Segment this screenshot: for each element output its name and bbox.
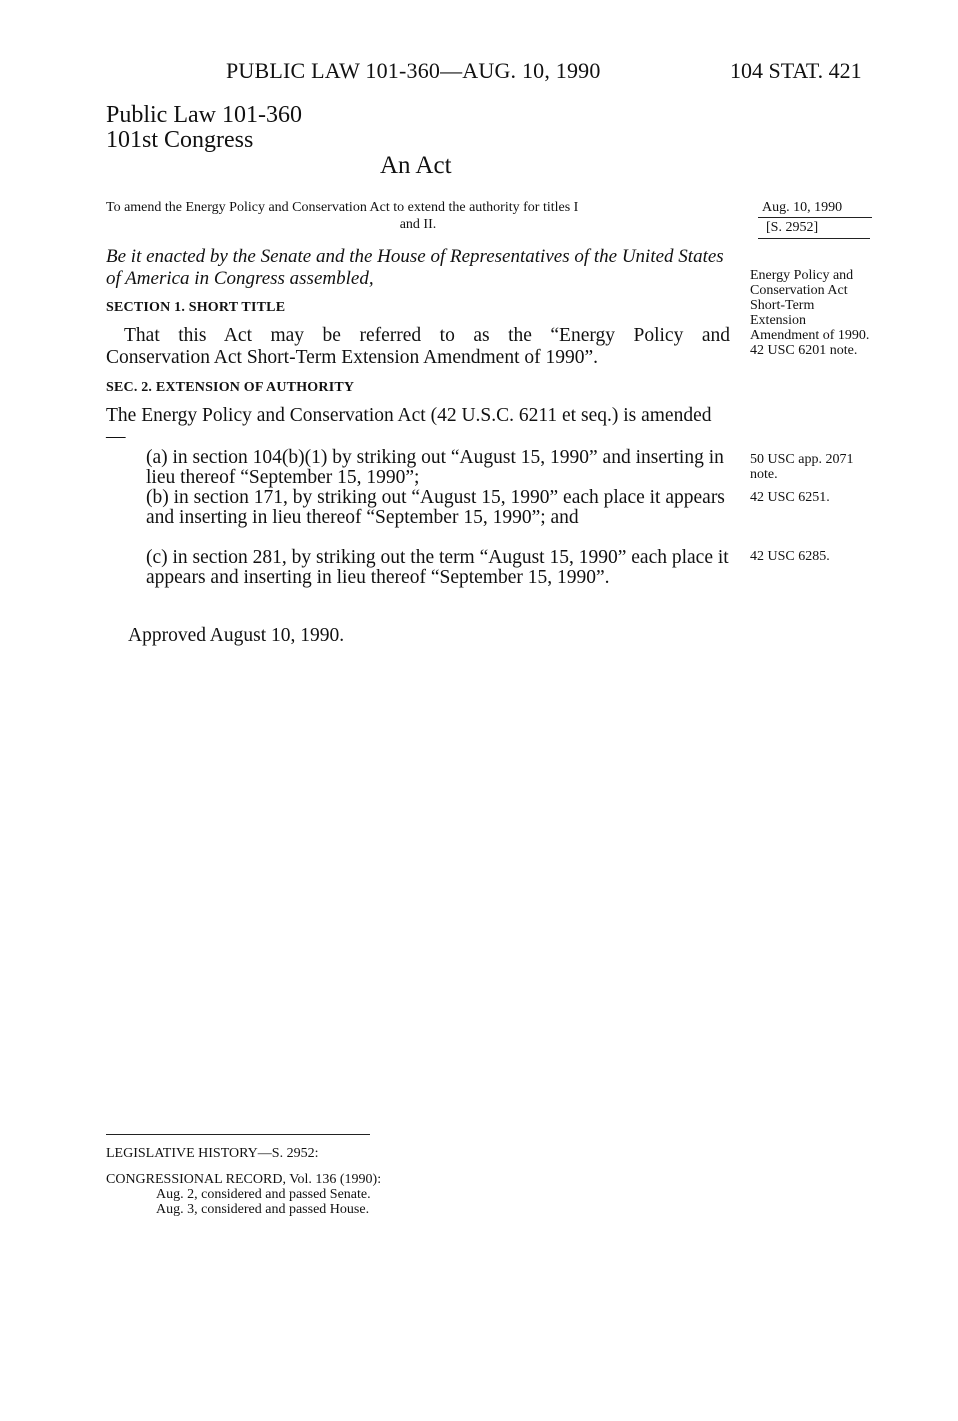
- section-2-intro: The Energy Policy and Conservation Act (42 U.S.C. 6211 et seq.) is amended—: [106, 405, 712, 447]
- section-1-heading: SECTION 1. SHORT TITLE: [106, 300, 286, 315]
- margin-note-item-a: 50 USC app. 2071 note.: [750, 452, 854, 482]
- stat-citation: 104 STAT. 421: [730, 58, 862, 83]
- amendment-item-b: (b) in section 171, by striking out “August 15, 1990” each place it appears and inserting in lieu thereof “September 15, 1990”; and: [146, 487, 725, 528]
- section-1-line-1: That this Act may be referred to as the “Energy Policy and: [124, 325, 730, 346]
- congress-number: 101st Congress: [106, 127, 254, 153]
- enacting-clause: Be it enacted by the Senate and the House of Representatives of the United States of America in Congress assembled,: [106, 246, 724, 289]
- footnote-divider: [106, 1134, 370, 1135]
- amendment-item-c: (c) in section 281, by striking out the term “August 15, 1990” each place it appears and inserting in lieu thereof “September 15, 1990”.: [146, 547, 729, 588]
- act-heading: An Act: [380, 152, 452, 179]
- history-entry: Aug. 3, considered and passed House.: [156, 1202, 370, 1217]
- running-title: PUBLIC LAW 101-360—AUG. 10, 1990: [226, 58, 601, 83]
- margin-note-item-c: 42 USC 6285.: [750, 549, 830, 564]
- congressional-record-title: CONGRESSIONAL RECORD, Vol. 136 (1990):: [106, 1172, 382, 1187]
- section-1-text: [106, 325, 730, 369]
- history-entry: Aug. 2, considered and passed Senate.: [156, 1187, 371, 1202]
- section-1-line-2: Conservation Act Short-Term Extension Amendment of 1990”.: [106, 347, 599, 368]
- purpose-line-2: and II.: [399, 217, 437, 232]
- bill-number: [S. 2952]: [758, 218, 870, 239]
- legislative-history-title: LEGISLATIVE HISTORY—S. 2952:: [106, 1146, 319, 1161]
- approval-line: Approved August 10, 1990.: [128, 625, 345, 646]
- margin-date-box: [758, 199, 872, 239]
- law-number: Public Law 101-360: [106, 102, 302, 128]
- margin-note-short-title: Energy Policy and Conservation Act Short-Term Extension Amendment of 1990. 42 USC 6201 note.: [750, 268, 870, 358]
- purpose-clause: [106, 199, 730, 233]
- enactment-date: Aug. 10, 1990: [758, 199, 872, 218]
- section-2-heading: SEC. 2. EXTENSION OF AUTHORITY: [106, 380, 355, 395]
- margin-note-item-b: 42 USC 6251.: [750, 490, 830, 505]
- amendment-item-a: (a) in section 104(b)(1) by striking out “August 15, 1990” and inserting in lieu thereof “September 15, 1990”;: [146, 447, 724, 488]
- purpose-line-1: To amend the Energy Policy and Conservation Act to extend the authority for titles I: [106, 200, 579, 215]
- congressional-record: [106, 1172, 381, 1217]
- law-title-block: [106, 103, 302, 153]
